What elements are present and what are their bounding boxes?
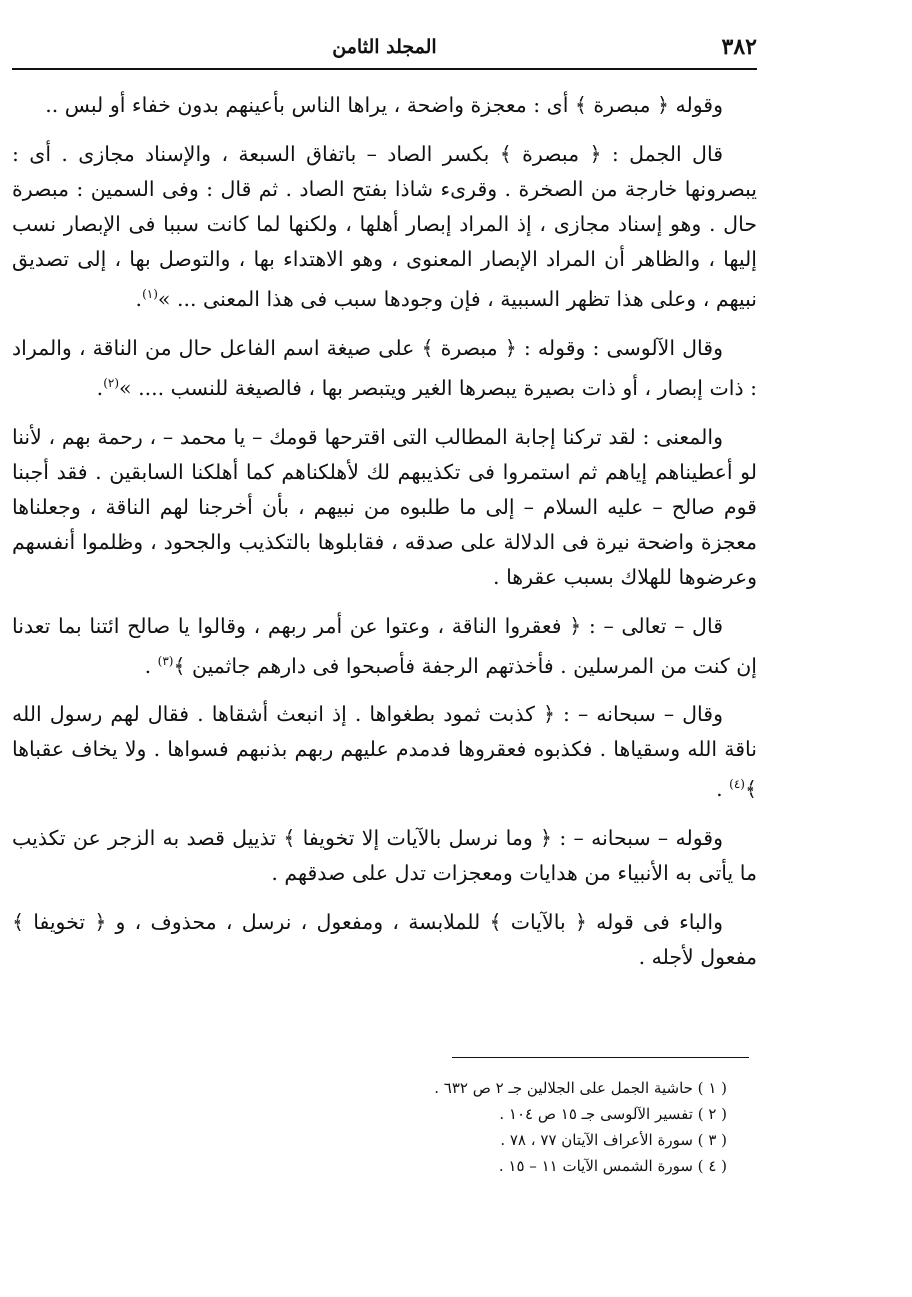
footnote-divider bbox=[452, 1057, 749, 1058]
paragraph: وقال الآلوسى : وقوله : ﴿ مبصرة ﴾ على صيغة اسم الفاعل حال من الناقة ، والمراد : ذات إبصار ، أو ذات بصيرة يبصرها الغير ويتبصر بها ، فالصيغة للنسب .... »$^{(٢)}$. bbox=[12, 335, 757, 400]
footnote-reference: (١) bbox=[142, 287, 158, 301]
page-number: ٣٨٢ bbox=[721, 34, 757, 60]
footnote-reference: (٣) bbox=[157, 653, 174, 668]
footnote: ( ٢ ) تفسير الآلوسى جـ ١٥ ص ١٠٤ . bbox=[499, 1105, 727, 1123]
footnote-reference: (٢) bbox=[103, 375, 120, 390]
paragraph: والباء فى قوله ﴿ بالآيات ﴾ للملابسة ، ومفعول ، نرسل ، محذوف ، و ﴿ تخويفا ﴾ مفعول لأجله . bbox=[12, 910, 757, 970]
paragraph: قال – تعالى – : ﴿ فعقروا الناقة ، وعتوا عن أمر ربهم ، وقالوا يا صالح ائتنا بما تعدنا إن كنت من المرسلين . فأخذتهم الرجفة فأصبحوا فى دارهم جاثمين ﴾$^{(٣)}$ . bbox=[12, 613, 757, 678]
volume-title: المجلد الثامن bbox=[332, 36, 437, 58]
page-header bbox=[12, 32, 757, 70]
footnote-reference: (٤) bbox=[729, 777, 745, 792]
footnote: ( ٣ ) سورة الأعراف الآيتان ٧٧ ، ٧٨ . bbox=[500, 1131, 727, 1149]
paragraph: والمعنى : لقد تركنا إجابة المطالب التى اقترحها قومك – يا محمد – ، رحمة بهم ، لأننا لو أعطيناهم إياهم ثم استمروا فى تكذيبهم لك لأهلكناهم كما أهلكنا السابقين . فقد أجبنا قوم صالح – عليه السلام – إلى ما طلبوه من نبيهم ، بأن أخرجنا لهم الناقة ، وجعلناها معجزة واضحة نيرة فى الدلالة على صدقه ، فقابلوها بالتكذيب والجحود ، وظلموا أنفسهم وعرضوها للهلاك بسبب عقرها . bbox=[12, 424, 757, 589]
footnote: ( ١ ) حاشية الجمل على الجلالين جـ ٢ ص ٦٣٢ . bbox=[434, 1079, 727, 1097]
paragraph: وقوله – سبحانه – : ﴿ وما نرسل بالآيات إلا تخويفا ﴾ تذييل قصد به الزجر عن تكذيب ما يأتى به الأنبياء من هدايات ومعجزات تدل على صدقهم . bbox=[12, 826, 757, 886]
paragraph: وقوله ﴿ مبصرة ﴾ أى : معجزة واضحة ، يراها الناس بأعينهم بدون خفاء أو لبس .. bbox=[45, 93, 723, 117]
paragraph: قال الجمل : ﴿ مبصرة ﴾ بكسر الصاد – باتفاق السبعة ، والإسناد مجازى . أى : يبصرونها خارجة من الصخرة . وقرىء شاذا بفتح الصاد . ثم قال : وفى السمين : مبصرة حال . وهو إسناد مجازى ، إذ المراد إبصار أهلها ، ولكنها لما كانت سببا فى الإبصار نسب إليها ، والظاهر أن المراد الإبصار المعنوى ، وهو الاهتداء بها ، والتوصل بها ، إلى تصديق نبيهم ، وعلى هذا تظهر السببية ، فإن وجودها سبب فى هذا المعنى ... »$^{(١)}$. bbox=[12, 142, 757, 311]
main-text bbox=[12, 88, 757, 989]
paragraph: وقال – سبحانه – : ﴿ كذبت ثمود بطغواها . إذ انبعث أشقاها . فقال لهم رسول الله ناقة الله وسقياها . فكذبوه فعقروها فدمدم عليهم ربهم بذنبهم فسواها . ولا يخاف عقباها ﴾$^{(٤)}$ . bbox=[12, 702, 757, 802]
footnote: ( ٤ ) سورة الشمس الآيات ١١ – ١٥ . bbox=[498, 1157, 727, 1175]
footnotes bbox=[12, 1075, 727, 1179]
